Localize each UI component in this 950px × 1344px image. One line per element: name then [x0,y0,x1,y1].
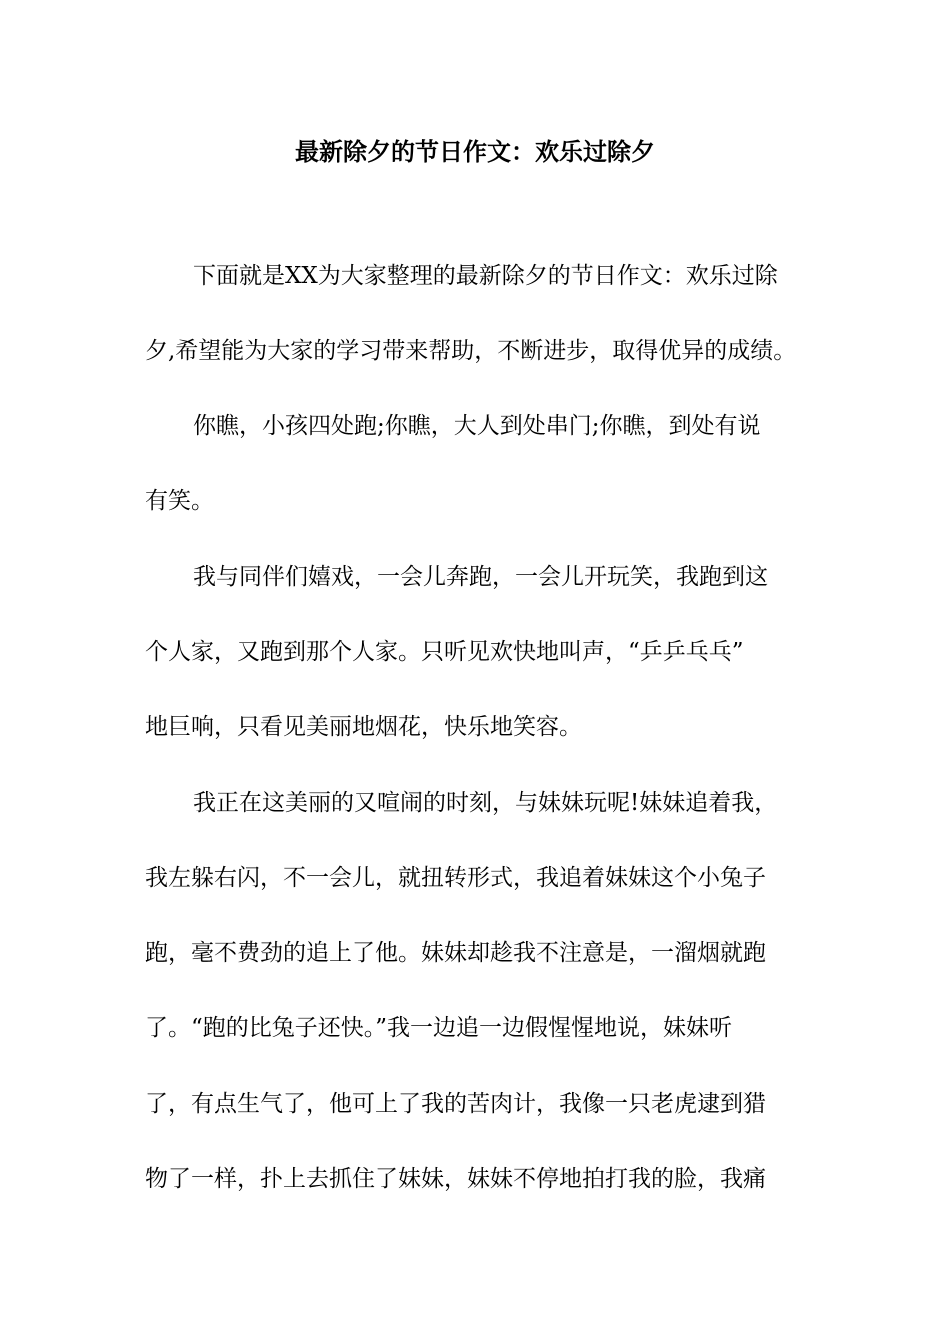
paragraph-line: 我正在这美丽的又喧闹的时刻，与妹妹玩呢!妹妹追着我， [193,790,778,816]
document-title: 最新除夕的节日作文：欢乐过除夕 [295,138,655,166]
paragraph-line: 夕,希望能为大家的学习带来帮助，不断进步，取得优异的成绩。 [145,338,797,364]
paragraph-line: 个人家，又跑到那个人家。只听见欢快地叫声，“乒乒乓乓” [145,639,744,665]
paragraph-line: 我左躲右闪，不一会儿，就扭转形式，我追着妹妹这个小兔子 [145,865,766,891]
paragraph-line: 跑，毫不费劲的追上了他。妹妹却趁我不注意是，一溜烟就跑 [145,940,766,966]
paragraph-line: 下面就是XX为大家整理的最新除夕的节日作文：欢乐过除 [193,263,778,289]
paragraph-line: 有笑。 [145,488,214,514]
paragraph-line: 了，有点生气了，他可上了我的苦肉计，我像一只老虎逮到猎 [145,1091,766,1117]
paragraph-line: 了。“跑的比兔子还快。”我一边追一边假惺惺地说，妹妹听 [145,1015,733,1041]
paragraph-line: 我与同伴们嬉戏，一会儿奔跑，一会儿开玩笑，我跑到这 [193,564,768,590]
paragraph-line: 地巨响，只看见美丽地烟花，快乐地笑容。 [145,714,582,740]
paragraph-line: 你瞧，小孩四处跑;你瞧，大人到处串门;你瞧，到处有说 [193,413,761,439]
paragraph-line: 物了一样，扑上去抓住了妹妹，妹妹不停地拍打我的脸，我痛 [145,1166,766,1192]
